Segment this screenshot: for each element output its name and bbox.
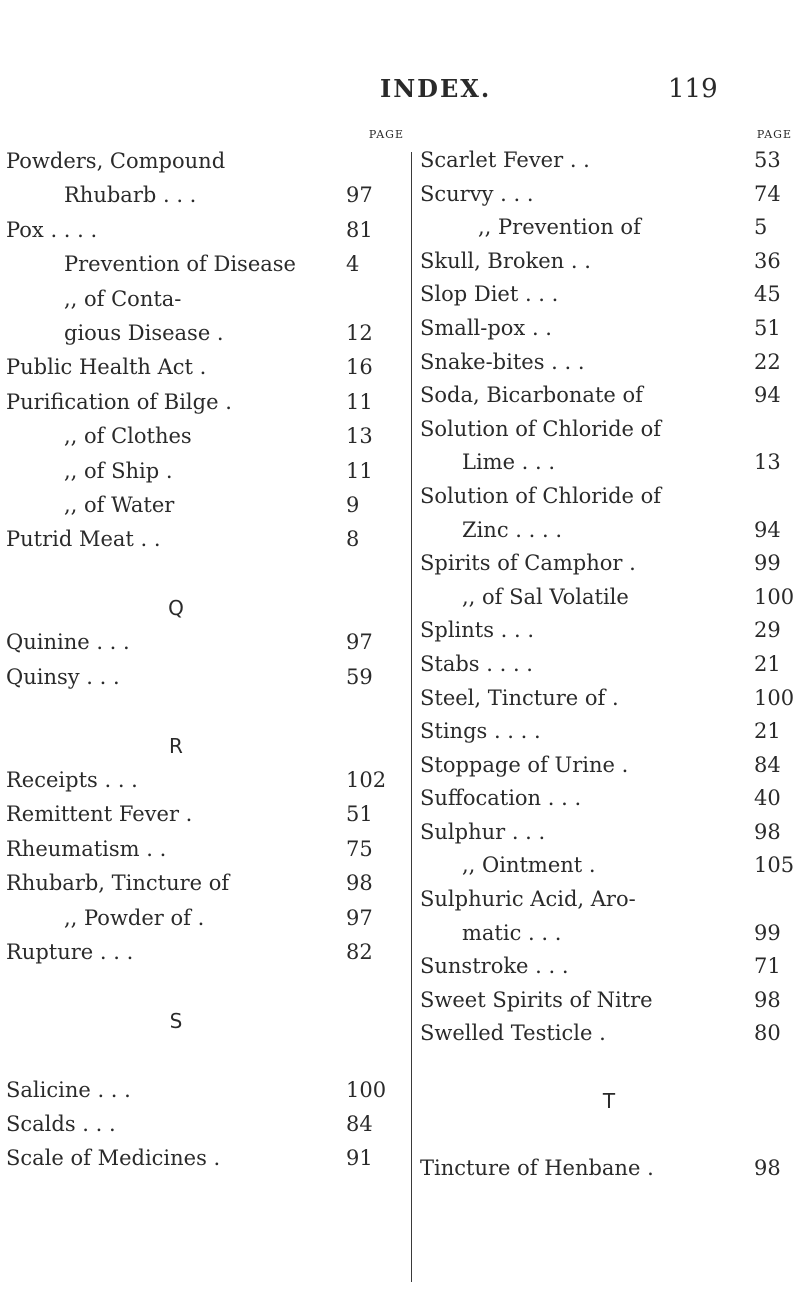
entry-text: Scurvy . . . bbox=[420, 181, 534, 206]
index-entry bbox=[420, 547, 798, 581]
entry-page-number: 99 bbox=[754, 551, 781, 576]
index-entry bbox=[420, 749, 798, 783]
index-entry bbox=[6, 385, 412, 419]
index-entry bbox=[6, 763, 412, 797]
entry-page-number bbox=[344, 1038, 412, 1072]
entry-page-number: 100 bbox=[754, 685, 795, 710]
section-letter bbox=[6, 1004, 412, 1038]
entry-page-number bbox=[344, 557, 412, 591]
entry-text: Splints . . . bbox=[420, 618, 535, 643]
entry-text: Sulphur . . . bbox=[420, 819, 546, 844]
entry-text: Sulphuric Acid, Aro- bbox=[420, 887, 636, 912]
entry-text: Slop Diet . . . bbox=[420, 282, 559, 307]
entry-page-number: 91 bbox=[346, 1146, 373, 1171]
index-entry bbox=[420, 682, 798, 716]
index-column-right bbox=[420, 128, 798, 1185]
section-letter-text: Q bbox=[168, 596, 184, 621]
entry-page-number bbox=[344, 694, 412, 728]
entry-page-number: 100 bbox=[346, 1077, 387, 1102]
index-entry bbox=[6, 1107, 412, 1141]
entry-page-number: 11 bbox=[346, 389, 373, 414]
entry-text: Zinc . . . . bbox=[462, 517, 562, 542]
index-entry bbox=[6, 178, 412, 212]
index-entry bbox=[420, 245, 798, 279]
index-entry bbox=[420, 1051, 798, 1085]
index-entry bbox=[6, 282, 412, 316]
index-entry bbox=[420, 782, 798, 816]
entry-page-number: 5 bbox=[754, 215, 768, 240]
index-entry bbox=[6, 660, 412, 694]
entry-page-number bbox=[752, 1118, 798, 1152]
entry-text: gious Disease . bbox=[64, 320, 224, 345]
index-entry bbox=[420, 278, 798, 312]
entry-page-number: 21 bbox=[754, 651, 781, 676]
page-column-label: PAGE bbox=[368, 128, 404, 141]
entry-text: Powders, Compound bbox=[6, 149, 226, 173]
entry-page-number: 98 bbox=[754, 1155, 781, 1180]
entry-text: Rhubarb . . . bbox=[64, 183, 197, 208]
entry-text: Stabs . . . . bbox=[420, 651, 533, 676]
index-entry bbox=[420, 648, 798, 682]
index-entry bbox=[6, 1141, 412, 1175]
index-entry bbox=[420, 816, 798, 850]
entry-text: Public Health Act . bbox=[6, 355, 207, 380]
index-entry bbox=[420, 446, 798, 480]
entry-page-number bbox=[752, 480, 798, 514]
entry-text: Purification of Bilge . bbox=[6, 389, 232, 414]
entry-page-number: 11 bbox=[346, 458, 373, 483]
entry-page-number: 45 bbox=[754, 282, 781, 307]
index-entries bbox=[6, 144, 412, 1176]
entry-page-number: 97 bbox=[346, 183, 373, 208]
entry-text: Stings . . . . bbox=[420, 719, 541, 744]
entry-text: Rheumatism . . bbox=[6, 836, 167, 861]
entry-page-number: 100 bbox=[754, 584, 795, 609]
entry-page-number bbox=[344, 969, 412, 1003]
section-letter bbox=[6, 591, 412, 625]
index-entry bbox=[6, 350, 412, 384]
entry-page-number: 13 bbox=[346, 424, 373, 449]
index-entry bbox=[6, 625, 412, 659]
index-column-left bbox=[6, 128, 412, 1176]
section-letter-text: S bbox=[169, 1008, 183, 1033]
entry-text: ,, Prevention of bbox=[478, 215, 641, 240]
entry-page-number: 98 bbox=[754, 819, 781, 844]
entry-page-number: 80 bbox=[754, 1021, 781, 1046]
entry-text: Pox . . . . bbox=[6, 217, 98, 242]
entry-text: Soda, Bicarbonate of bbox=[420, 383, 643, 408]
section-letter bbox=[420, 1085, 798, 1119]
index-entry bbox=[6, 247, 412, 281]
page-number: 119 bbox=[668, 74, 718, 104]
entry-text: ,, Ointment . bbox=[462, 853, 596, 878]
entry-page-number bbox=[344, 144, 412, 178]
entry-text: Rupture . . . bbox=[6, 939, 134, 964]
entry-text: Solution of Chloride of bbox=[420, 416, 662, 441]
entry-text: Quinsy . . . bbox=[6, 664, 120, 689]
index-entries bbox=[420, 144, 798, 1185]
entry-page-number: 84 bbox=[754, 752, 781, 777]
entry-page-number: 36 bbox=[754, 248, 781, 273]
page-title: INDEX. bbox=[380, 74, 492, 103]
index-entry bbox=[420, 346, 798, 380]
entry-text: Prevention of Disease bbox=[64, 252, 296, 277]
entry-text: ,, of Ship . bbox=[64, 458, 173, 483]
entry-page-number: 81 bbox=[346, 217, 373, 242]
entry-page-number: 102 bbox=[346, 768, 387, 793]
entry-page-number bbox=[752, 413, 798, 447]
entry-text bbox=[420, 1118, 752, 1152]
index-entry bbox=[6, 832, 412, 866]
index-entry bbox=[420, 1152, 798, 1186]
index-entry bbox=[420, 581, 798, 615]
entry-page-number: 59 bbox=[346, 664, 373, 689]
index-entry bbox=[6, 454, 412, 488]
index-entry bbox=[6, 488, 412, 522]
entry-text: Remittent Fever . bbox=[6, 802, 193, 827]
entry-text bbox=[420, 1051, 752, 1085]
entry-page-number: 21 bbox=[754, 719, 781, 744]
index-entry bbox=[420, 211, 798, 245]
index-entry bbox=[420, 413, 798, 447]
entry-text: Sunstroke . . . bbox=[420, 954, 569, 979]
index-entry bbox=[6, 901, 412, 935]
entry-page-number: 98 bbox=[346, 871, 373, 896]
entry-page-number bbox=[752, 1051, 798, 1085]
entry-text: Solution of Chloride of bbox=[420, 483, 662, 508]
entry-page-number: 74 bbox=[754, 181, 781, 206]
entry-text: Scalds . . . bbox=[6, 1111, 116, 1136]
entry-text: ,, of Clothes bbox=[64, 424, 192, 449]
entry-page-number: 75 bbox=[346, 836, 373, 861]
index-entry bbox=[6, 522, 412, 556]
entry-text: Putrid Meat . . bbox=[6, 527, 161, 552]
entry-text bbox=[6, 969, 344, 1003]
entry-text: Scale of Medicines . bbox=[6, 1146, 221, 1171]
entry-page-number: 40 bbox=[754, 786, 781, 811]
entry-text: Spirits of Camphor . bbox=[420, 551, 636, 576]
index-entry bbox=[6, 1073, 412, 1107]
entry-text bbox=[6, 694, 344, 728]
entry-text: Sweet Spirits of Nitre bbox=[420, 987, 653, 1012]
index-entry bbox=[420, 715, 798, 749]
entry-text bbox=[6, 557, 344, 591]
entry-text: Scarlet Fever . . bbox=[420, 148, 590, 172]
running-head bbox=[0, 74, 800, 114]
entry-text: Receipts . . . bbox=[6, 768, 138, 793]
entry-text: Quinine . . . bbox=[6, 630, 130, 655]
entry-page-number: 51 bbox=[754, 315, 781, 340]
entry-text: ,, Powder of . bbox=[64, 905, 205, 930]
entry-page-number: 16 bbox=[346, 355, 373, 380]
index-entry bbox=[420, 312, 798, 346]
index-entry bbox=[6, 969, 412, 1003]
index-entry bbox=[420, 883, 798, 917]
index-entry bbox=[420, 1118, 798, 1152]
entry-text: Small-pox . . bbox=[420, 315, 552, 340]
index-entry bbox=[420, 614, 798, 648]
entry-page-number: 8 bbox=[346, 527, 360, 552]
entry-text: ,, of Water bbox=[64, 492, 175, 517]
index-entry bbox=[420, 514, 798, 548]
page-column-label: PAGE bbox=[756, 128, 792, 141]
column-divider bbox=[411, 152, 412, 1282]
index-entry bbox=[420, 480, 798, 514]
entry-text: Snake-bites . . . bbox=[420, 349, 585, 374]
entry-text: Stoppage of Urine . bbox=[420, 752, 629, 777]
entry-page-number: 105 bbox=[754, 853, 795, 878]
index-entry bbox=[6, 419, 412, 453]
entry-page-number: 13 bbox=[754, 450, 781, 475]
entry-page-number: 22 bbox=[754, 349, 781, 374]
index-entry bbox=[420, 849, 798, 883]
index-entry bbox=[6, 213, 412, 247]
entry-text bbox=[6, 1038, 344, 1072]
section-letter bbox=[6, 729, 412, 763]
index-entry bbox=[420, 917, 798, 951]
index-entry bbox=[420, 1017, 798, 1051]
entry-page-number: 4 bbox=[346, 252, 360, 277]
entry-text: Suffocation . . . bbox=[420, 786, 582, 811]
entry-text: Steel, Tincture of . bbox=[420, 685, 619, 710]
index-entry bbox=[420, 950, 798, 984]
index-entry bbox=[6, 935, 412, 969]
entry-text: Rhubarb, Tincture of bbox=[6, 871, 230, 896]
index-entry bbox=[420, 178, 798, 212]
entry-page-number bbox=[344, 282, 412, 316]
index-entry bbox=[6, 316, 412, 350]
entry-page-number: 84 bbox=[346, 1111, 373, 1136]
index-entry bbox=[6, 1038, 412, 1072]
index-entry bbox=[6, 866, 412, 900]
entry-page-number: 71 bbox=[754, 954, 781, 979]
entry-page-number: 94 bbox=[754, 383, 781, 408]
index-entry bbox=[420, 379, 798, 413]
entry-text: Tincture of Henbane . bbox=[420, 1155, 654, 1180]
index-entry bbox=[6, 694, 412, 728]
index-entry bbox=[420, 984, 798, 1018]
entry-page-number: 99 bbox=[754, 920, 781, 945]
entry-page-number: 29 bbox=[754, 618, 781, 643]
entry-page-number: 97 bbox=[346, 630, 373, 655]
entry-page-number: 82 bbox=[346, 939, 373, 964]
index-entry bbox=[6, 144, 412, 178]
index-entry bbox=[6, 557, 412, 591]
section-letter-text: T bbox=[602, 1088, 616, 1113]
entry-page-number: 53 bbox=[754, 148, 781, 172]
index-entry bbox=[6, 797, 412, 831]
entry-page-number: 51 bbox=[346, 802, 373, 827]
entry-page-number: 98 bbox=[754, 987, 781, 1012]
index-entry bbox=[420, 144, 798, 178]
entry-text: Skull, Broken . . bbox=[420, 248, 591, 273]
entry-page-number: 97 bbox=[346, 905, 373, 930]
entry-page-number: 12 bbox=[346, 320, 373, 345]
entry-text: ,, of Sal Volatile bbox=[462, 584, 629, 609]
entry-text: matic . . . bbox=[462, 920, 562, 945]
entry-page-number: 94 bbox=[754, 517, 781, 542]
entry-page-number bbox=[752, 883, 798, 917]
entry-text: Salicine . . . bbox=[6, 1077, 131, 1102]
entry-page-number: 9 bbox=[346, 492, 360, 517]
entry-text: Swelled Testicle . bbox=[420, 1021, 606, 1046]
section-letter-text: R bbox=[169, 733, 183, 758]
entry-text: Lime . . . bbox=[462, 450, 556, 475]
entry-text: ,, of Conta- bbox=[64, 286, 182, 311]
